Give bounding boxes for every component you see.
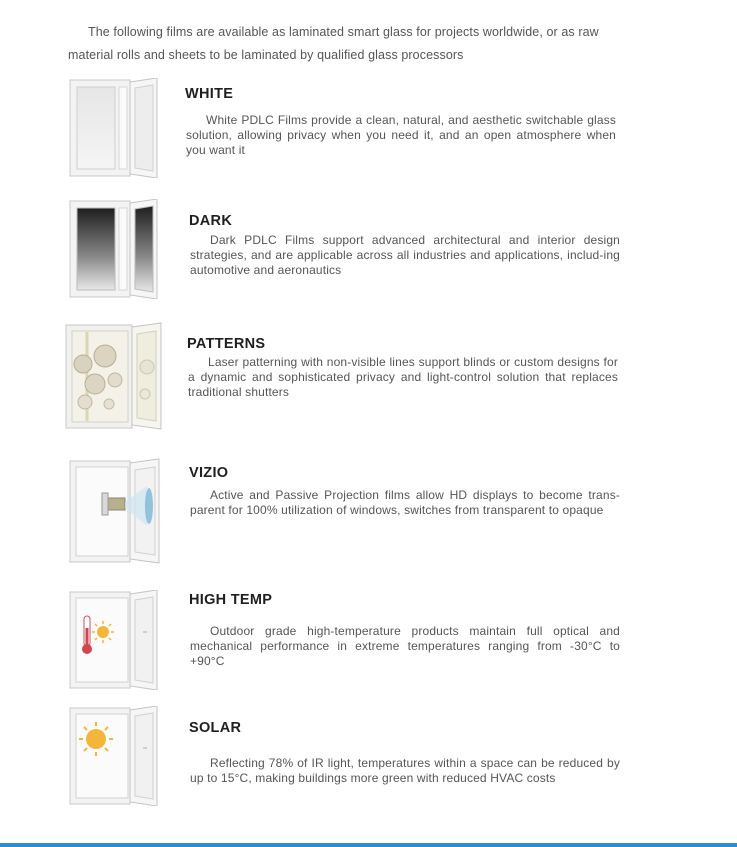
product-title: VIZIO: [189, 465, 229, 481]
product-title: PATTERNS: [187, 336, 266, 352]
dark-pdlc-window-icon: [69, 199, 161, 299]
footer-accent-bar: [0, 843, 737, 847]
projection-window-icon: [69, 458, 161, 564]
product-title: SOLAR: [189, 720, 242, 736]
sun-window-icon: [69, 706, 161, 806]
product-description: Dark PDLC Films support advanced architectural and interior design strategies, and are applicable across all industries and applications, includ-ing automotive and aeronautics: [190, 233, 620, 277]
product-title: HIGH TEMP: [189, 592, 273, 608]
product-title: WHITE: [185, 86, 234, 102]
intro-text: The following films are available as laminated smart glass for projects worldwide, or as raw material rolls and sheets to be laminated by qualified glass processors: [68, 24, 599, 62]
product-description: White PDLC Films provide a clean, natural, and aesthetic switchable glass solution, allowing privacy when you need it, and an open atmosphere when you want it: [186, 113, 616, 157]
product-description: Outdoor grade high-temperature products maintain full optical and mechanical performance in extreme temperatures ranging from -30°C to +90°C: [190, 624, 620, 668]
product-title: DARK: [189, 213, 233, 229]
patterned-window-icon: [65, 322, 163, 430]
product-description: Active and Passive Projection films allow HD displays to become trans-parent for 100% utilization of windows, switches from transparent to opaque: [190, 488, 620, 517]
product-description: Laser patterning with non-visible lines support blinds or custom designs for a dynamic and sophisticated privacy and light-control solution that replaces traditional shutters: [188, 355, 618, 399]
product-description: Reflecting 78% of IR light, temperatures within a space can be reduced by up to 15°C, making buildings more green with reduced HVAC costs: [190, 756, 620, 785]
white-pdlc-window-icon: [69, 78, 161, 178]
thermometer-sun-window-icon: [69, 590, 161, 690]
